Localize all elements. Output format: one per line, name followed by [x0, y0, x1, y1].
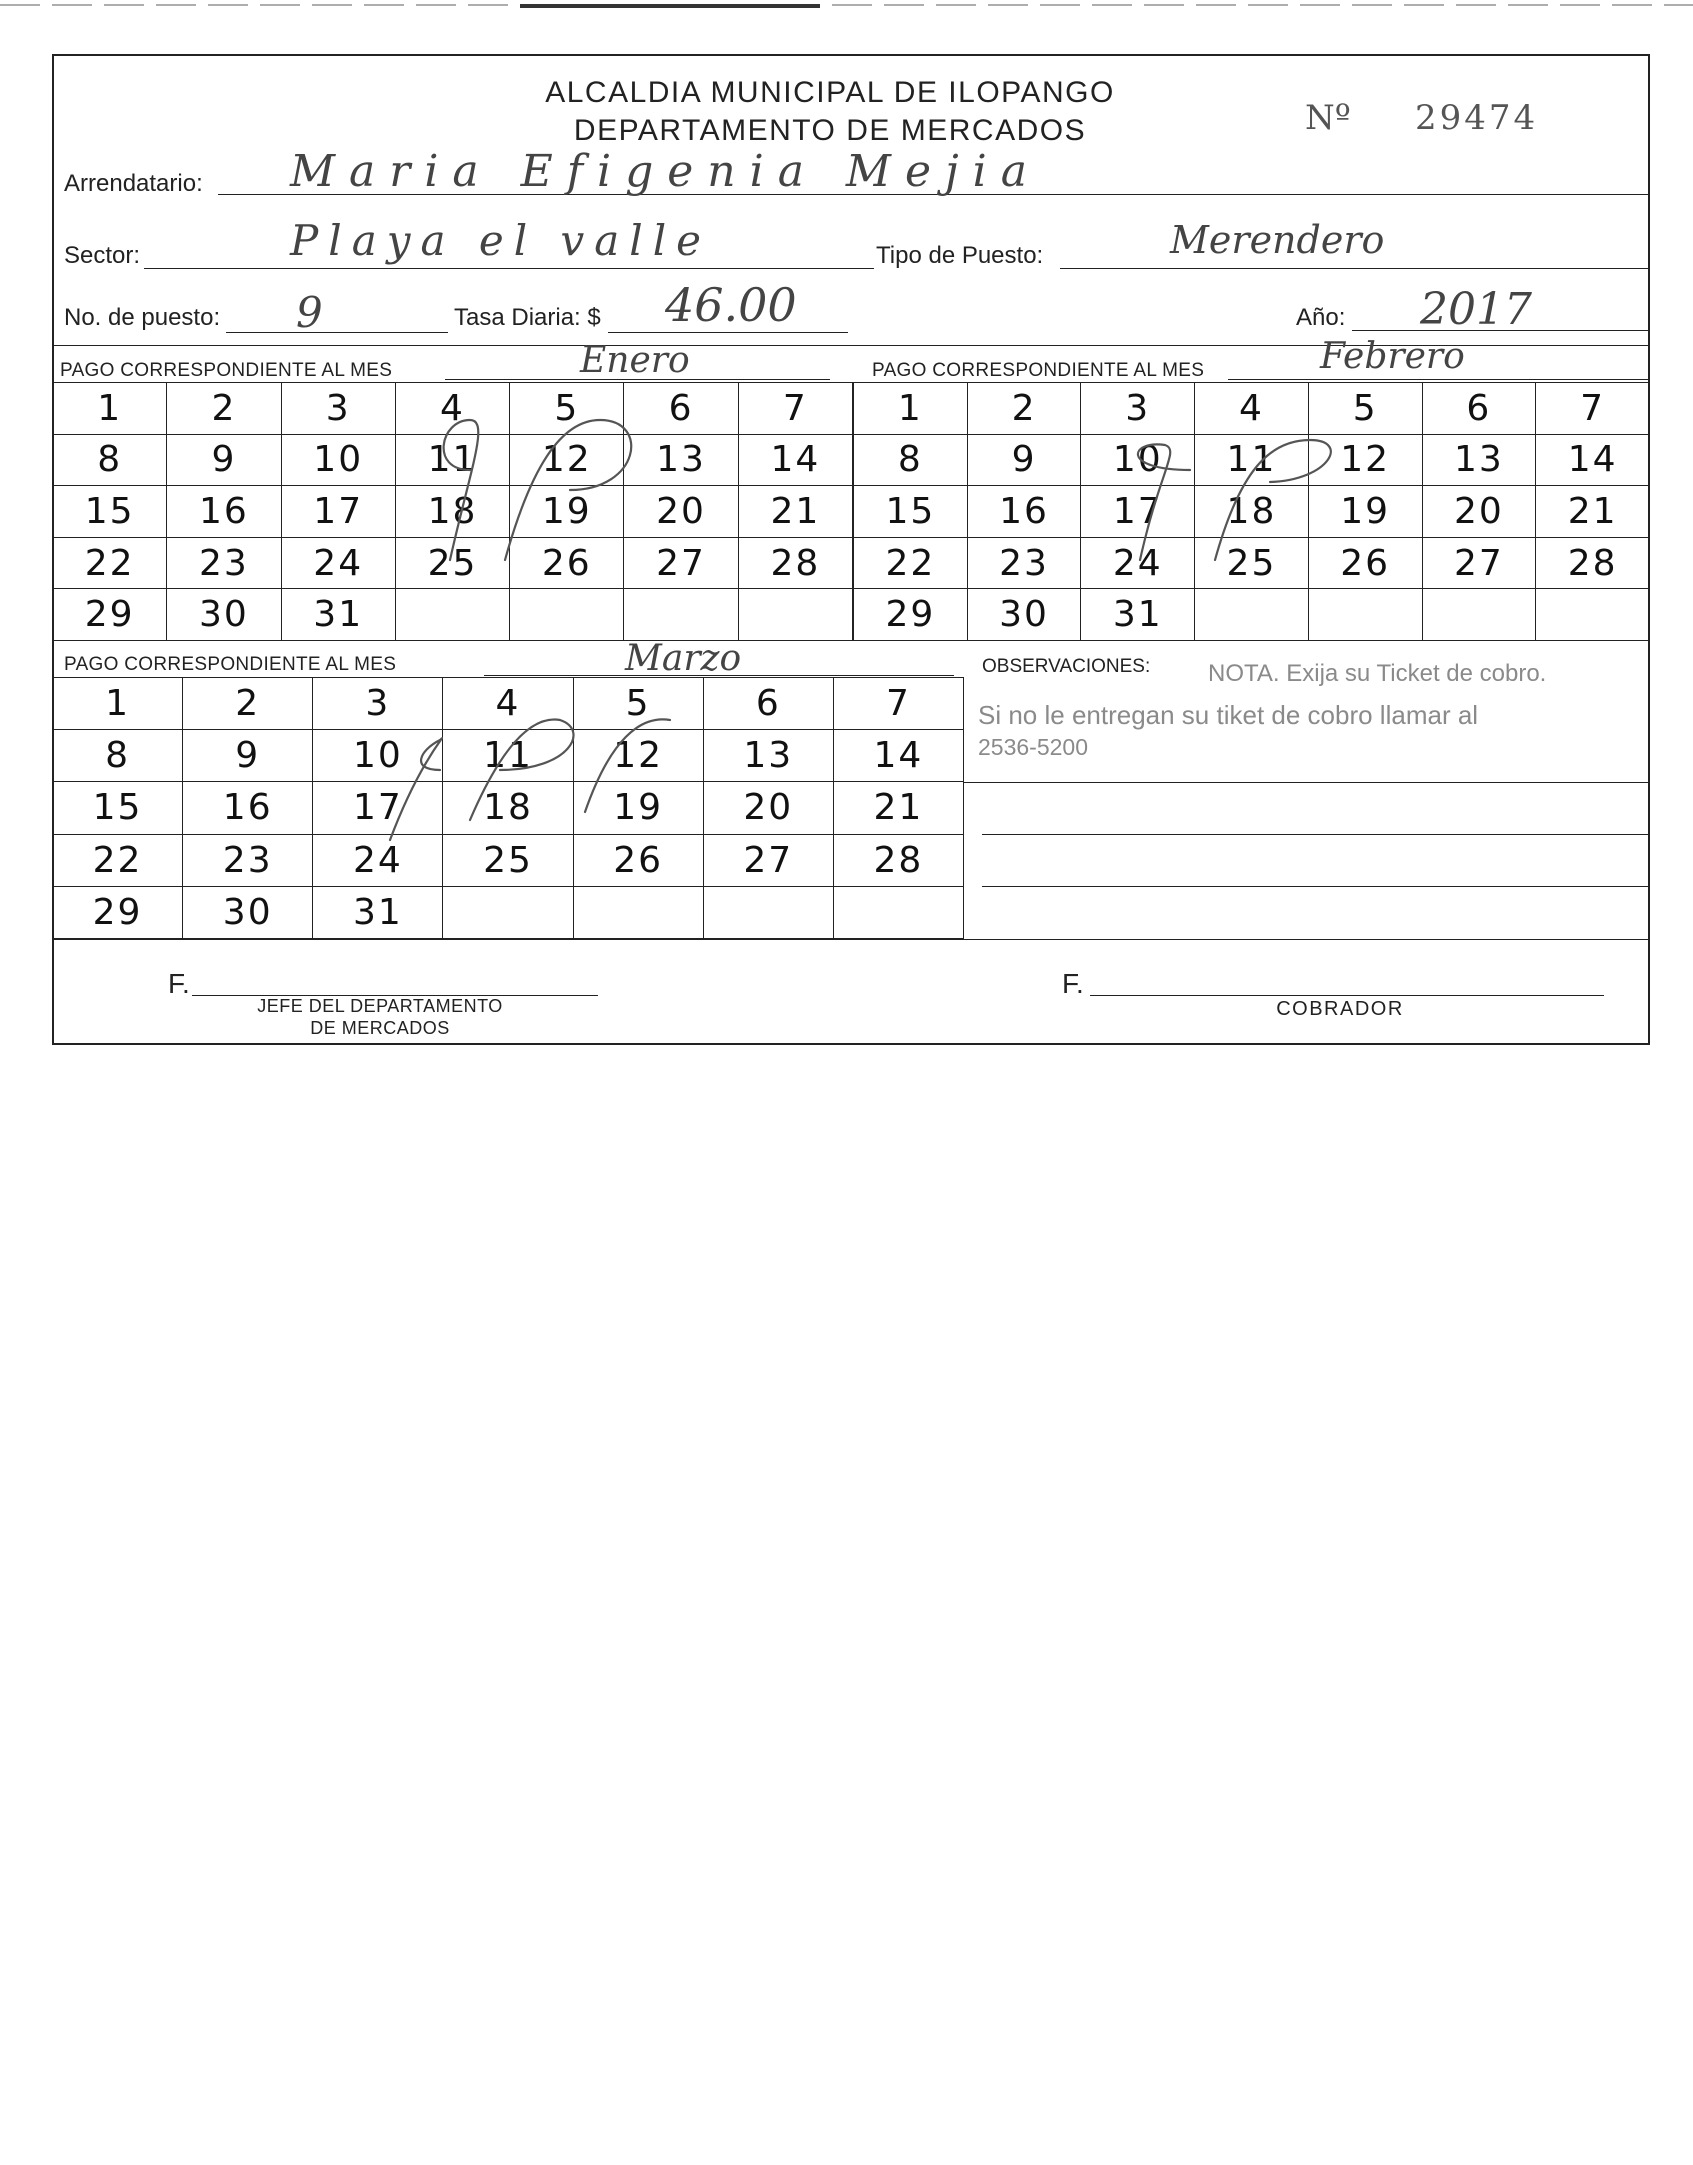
month-2-week-row: [854, 537, 1650, 589]
day-cell: 31: [1081, 589, 1195, 641]
tasa-value: 46.00: [665, 278, 797, 332]
month-2-grid: [853, 382, 1650, 641]
day-cell: 5: [573, 678, 703, 730]
day-cell: 4: [395, 383, 509, 435]
tipo-label: Tipo de Puesto:: [876, 242, 1044, 269]
day-cell: 9: [183, 730, 313, 782]
day-cell: 18: [443, 782, 573, 834]
day-cell: 6: [703, 678, 833, 730]
day-cell: 2: [183, 678, 313, 730]
footer-divider: [52, 939, 1650, 940]
day-cell: 19: [1308, 486, 1422, 538]
day-cell: 30: [167, 589, 281, 641]
day-cell: 9: [967, 434, 1081, 486]
day-cell: 14: [833, 730, 963, 782]
day-cell: 19: [573, 782, 703, 834]
day-cell: [510, 589, 624, 641]
day-cell: 23: [183, 834, 313, 886]
day-cell: 10: [1081, 434, 1195, 486]
day-cell: 28: [1536, 537, 1650, 589]
month-1-week-row: [53, 383, 853, 435]
jefe-signature-prefix: F.: [168, 968, 190, 999]
day-cell: 15: [53, 486, 167, 538]
day-cell: [1422, 589, 1536, 641]
day-cell: 17: [1081, 486, 1195, 538]
sector-value: Playa el valle: [290, 216, 711, 265]
day-cell: 16: [167, 486, 281, 538]
sector-line: [144, 268, 874, 269]
day-cell: 9: [167, 434, 281, 486]
day-cell: 7: [833, 678, 963, 730]
day-cell: 21: [833, 782, 963, 834]
day-cell: 17: [281, 486, 395, 538]
day-cell: 2: [167, 383, 281, 435]
day-cell: 3: [1081, 383, 1195, 435]
day-cell: [573, 886, 703, 938]
sector-label: Sector:: [64, 242, 141, 269]
day-cell: 28: [833, 834, 963, 886]
day-cell: 24: [1081, 537, 1195, 589]
day-cell: 10: [313, 730, 443, 782]
month-3-week-row: [53, 834, 964, 886]
day-cell: 20: [703, 782, 833, 834]
day-cell: 17: [313, 782, 443, 834]
header-line-1: ALCALDIA MUNICIPAL DE ILOPANGO: [545, 76, 1115, 109]
month-3-grid: [52, 677, 964, 939]
day-cell: 29: [854, 589, 968, 641]
day-cell: 21: [1536, 486, 1650, 538]
day-cell: 14: [738, 434, 852, 486]
day-cell: 26: [573, 834, 703, 886]
day-cell: [1308, 589, 1422, 641]
day-cell: 24: [281, 537, 395, 589]
month-3-week-row: [53, 730, 964, 782]
day-cell: 20: [1422, 486, 1536, 538]
day-cell: 5: [510, 383, 624, 435]
puesto-label: No. de puesto:: [64, 304, 221, 331]
day-cell: 12: [510, 434, 624, 486]
obs-line-1: [964, 782, 1650, 783]
day-cell: [1195, 589, 1309, 641]
day-cell: 31: [281, 589, 395, 641]
month-3-week-row: [53, 678, 964, 730]
day-cell: 13: [703, 730, 833, 782]
month-2-line: [1228, 379, 1648, 380]
day-cell: 19: [510, 486, 624, 538]
day-cell: 4: [1195, 383, 1309, 435]
day-cell: 13: [1422, 434, 1536, 486]
anio-value: 2017: [1420, 284, 1532, 335]
day-cell: 25: [443, 834, 573, 886]
day-cell: 29: [53, 589, 167, 641]
month-2-week-row: [854, 434, 1650, 486]
day-cell: 7: [738, 383, 852, 435]
observaciones-label: OBSERVACIONES:: [982, 656, 1151, 677]
scan-edge-line: [0, 4, 1693, 6]
month-1-grid: [52, 382, 853, 641]
day-cell: 12: [1308, 434, 1422, 486]
month-1-week-row: [53, 434, 853, 486]
day-cell: [703, 886, 833, 938]
anio-label: Año:: [1296, 304, 1346, 331]
day-cell: 26: [510, 537, 624, 589]
day-cell: 11: [443, 730, 573, 782]
day-cell: 8: [53, 434, 167, 486]
day-cell: 27: [703, 834, 833, 886]
day-cell: 11: [1195, 434, 1309, 486]
day-cell: 18: [395, 486, 509, 538]
day-cell: 21: [738, 486, 852, 538]
jefe-title-2: DE MERCADOS: [310, 1018, 450, 1038]
day-cell: 22: [53, 834, 183, 886]
day-cell: 25: [1195, 537, 1309, 589]
puesto-value: 9: [296, 288, 323, 337]
day-cell: 26: [1308, 537, 1422, 589]
day-cell: 18: [1195, 486, 1309, 538]
day-cell: 8: [854, 434, 968, 486]
day-cell: 31: [313, 886, 443, 938]
receipt-number: 29474: [1415, 98, 1539, 138]
jefe-title-1: JEFE DEL DEPARTAMENTO: [257, 996, 503, 1016]
nota-phone: 2536-5200: [978, 734, 1088, 760]
day-cell: 30: [967, 589, 1081, 641]
month-1-value: Enero: [580, 340, 690, 381]
day-cell: 28: [738, 537, 852, 589]
day-cell: 1: [53, 678, 183, 730]
day-cell: 10: [281, 434, 395, 486]
month-2-value: Febrero: [1320, 336, 1465, 377]
day-cell: 24: [313, 834, 443, 886]
day-cell: [833, 886, 963, 938]
month-3-week-row: [53, 886, 964, 938]
day-cell: 13: [624, 434, 738, 486]
scan-edge-mark: [520, 4, 820, 8]
day-cell: 30: [183, 886, 313, 938]
obs-line-3: [982, 886, 1650, 887]
day-cell: 25: [395, 537, 509, 589]
tipo-line: [1060, 268, 1648, 269]
month-2-week-row: [854, 383, 1650, 435]
day-cell: 16: [967, 486, 1081, 538]
day-cell: 1: [53, 383, 167, 435]
day-cell: 20: [624, 486, 738, 538]
cobrador-signature-line: [1090, 995, 1604, 996]
day-cell: 8: [53, 730, 183, 782]
arrendatario-value: Maria Efigenia Mejia: [290, 146, 1041, 197]
day-cell: 22: [854, 537, 968, 589]
day-cell: 12: [573, 730, 703, 782]
day-cell: 16: [183, 782, 313, 834]
nota-text: NOTA. Exija su Ticket de cobro.: [1208, 660, 1547, 687]
month-1-week-row: [53, 486, 853, 538]
day-cell: 14: [1536, 434, 1650, 486]
tasa-line: [608, 332, 848, 333]
day-cell: [738, 589, 852, 641]
arrendatario-label: Arrendatario:: [64, 170, 203, 197]
tipo-value: Merendero: [1170, 218, 1385, 262]
month-3-value: Marzo: [625, 638, 742, 679]
day-cell: 1: [854, 383, 968, 435]
day-cell: 6: [1422, 383, 1536, 435]
month-1-label: PAGO CORRESPONDIENTE AL MES: [60, 360, 393, 381]
day-cell: 3: [313, 678, 443, 730]
day-cell: 22: [53, 537, 167, 589]
day-cell: 29: [53, 886, 183, 938]
month-2-label: PAGO CORRESPONDIENTE AL MES: [872, 360, 1205, 381]
day-cell: 23: [967, 537, 1081, 589]
day-cell: 27: [624, 537, 738, 589]
day-cell: 7: [1536, 383, 1650, 435]
nota-line-1: Si no le entregan su tiket de cobro llamar al: [978, 700, 1479, 730]
header-line-2: DEPARTAMENTO DE MERCADOS: [573, 114, 1087, 147]
month-3-label: PAGO CORRESPONDIENTE AL MES: [64, 654, 397, 675]
day-cell: 15: [53, 782, 183, 834]
day-cell: 2: [967, 383, 1081, 435]
month-3-week-row: [53, 782, 964, 834]
day-cell: 5: [1308, 383, 1422, 435]
day-cell: [395, 589, 509, 641]
day-cell: 23: [167, 537, 281, 589]
day-cell: 4: [443, 678, 573, 730]
month-2-week-row: [854, 589, 1650, 641]
month-2-week-row: [854, 486, 1650, 538]
month-1-week-row: [53, 537, 853, 589]
day-cell: 6: [624, 383, 738, 435]
cobrador-signature-prefix: F.: [1062, 968, 1084, 999]
puesto-line: [226, 332, 448, 333]
number-sign: Nº: [1305, 98, 1351, 138]
cobrador-title: COBRADOR: [1276, 998, 1404, 1020]
month-1-week-row: [53, 589, 853, 641]
day-cell: 27: [1422, 537, 1536, 589]
day-cell: [443, 886, 573, 938]
day-cell: 3: [281, 383, 395, 435]
obs-line-2: [982, 834, 1650, 835]
day-cell: 11: [395, 434, 509, 486]
day-cell: [1536, 589, 1650, 641]
day-cell: 15: [854, 486, 968, 538]
tasa-label: Tasa Diaria: $: [454, 304, 601, 331]
day-cell: [624, 589, 738, 641]
